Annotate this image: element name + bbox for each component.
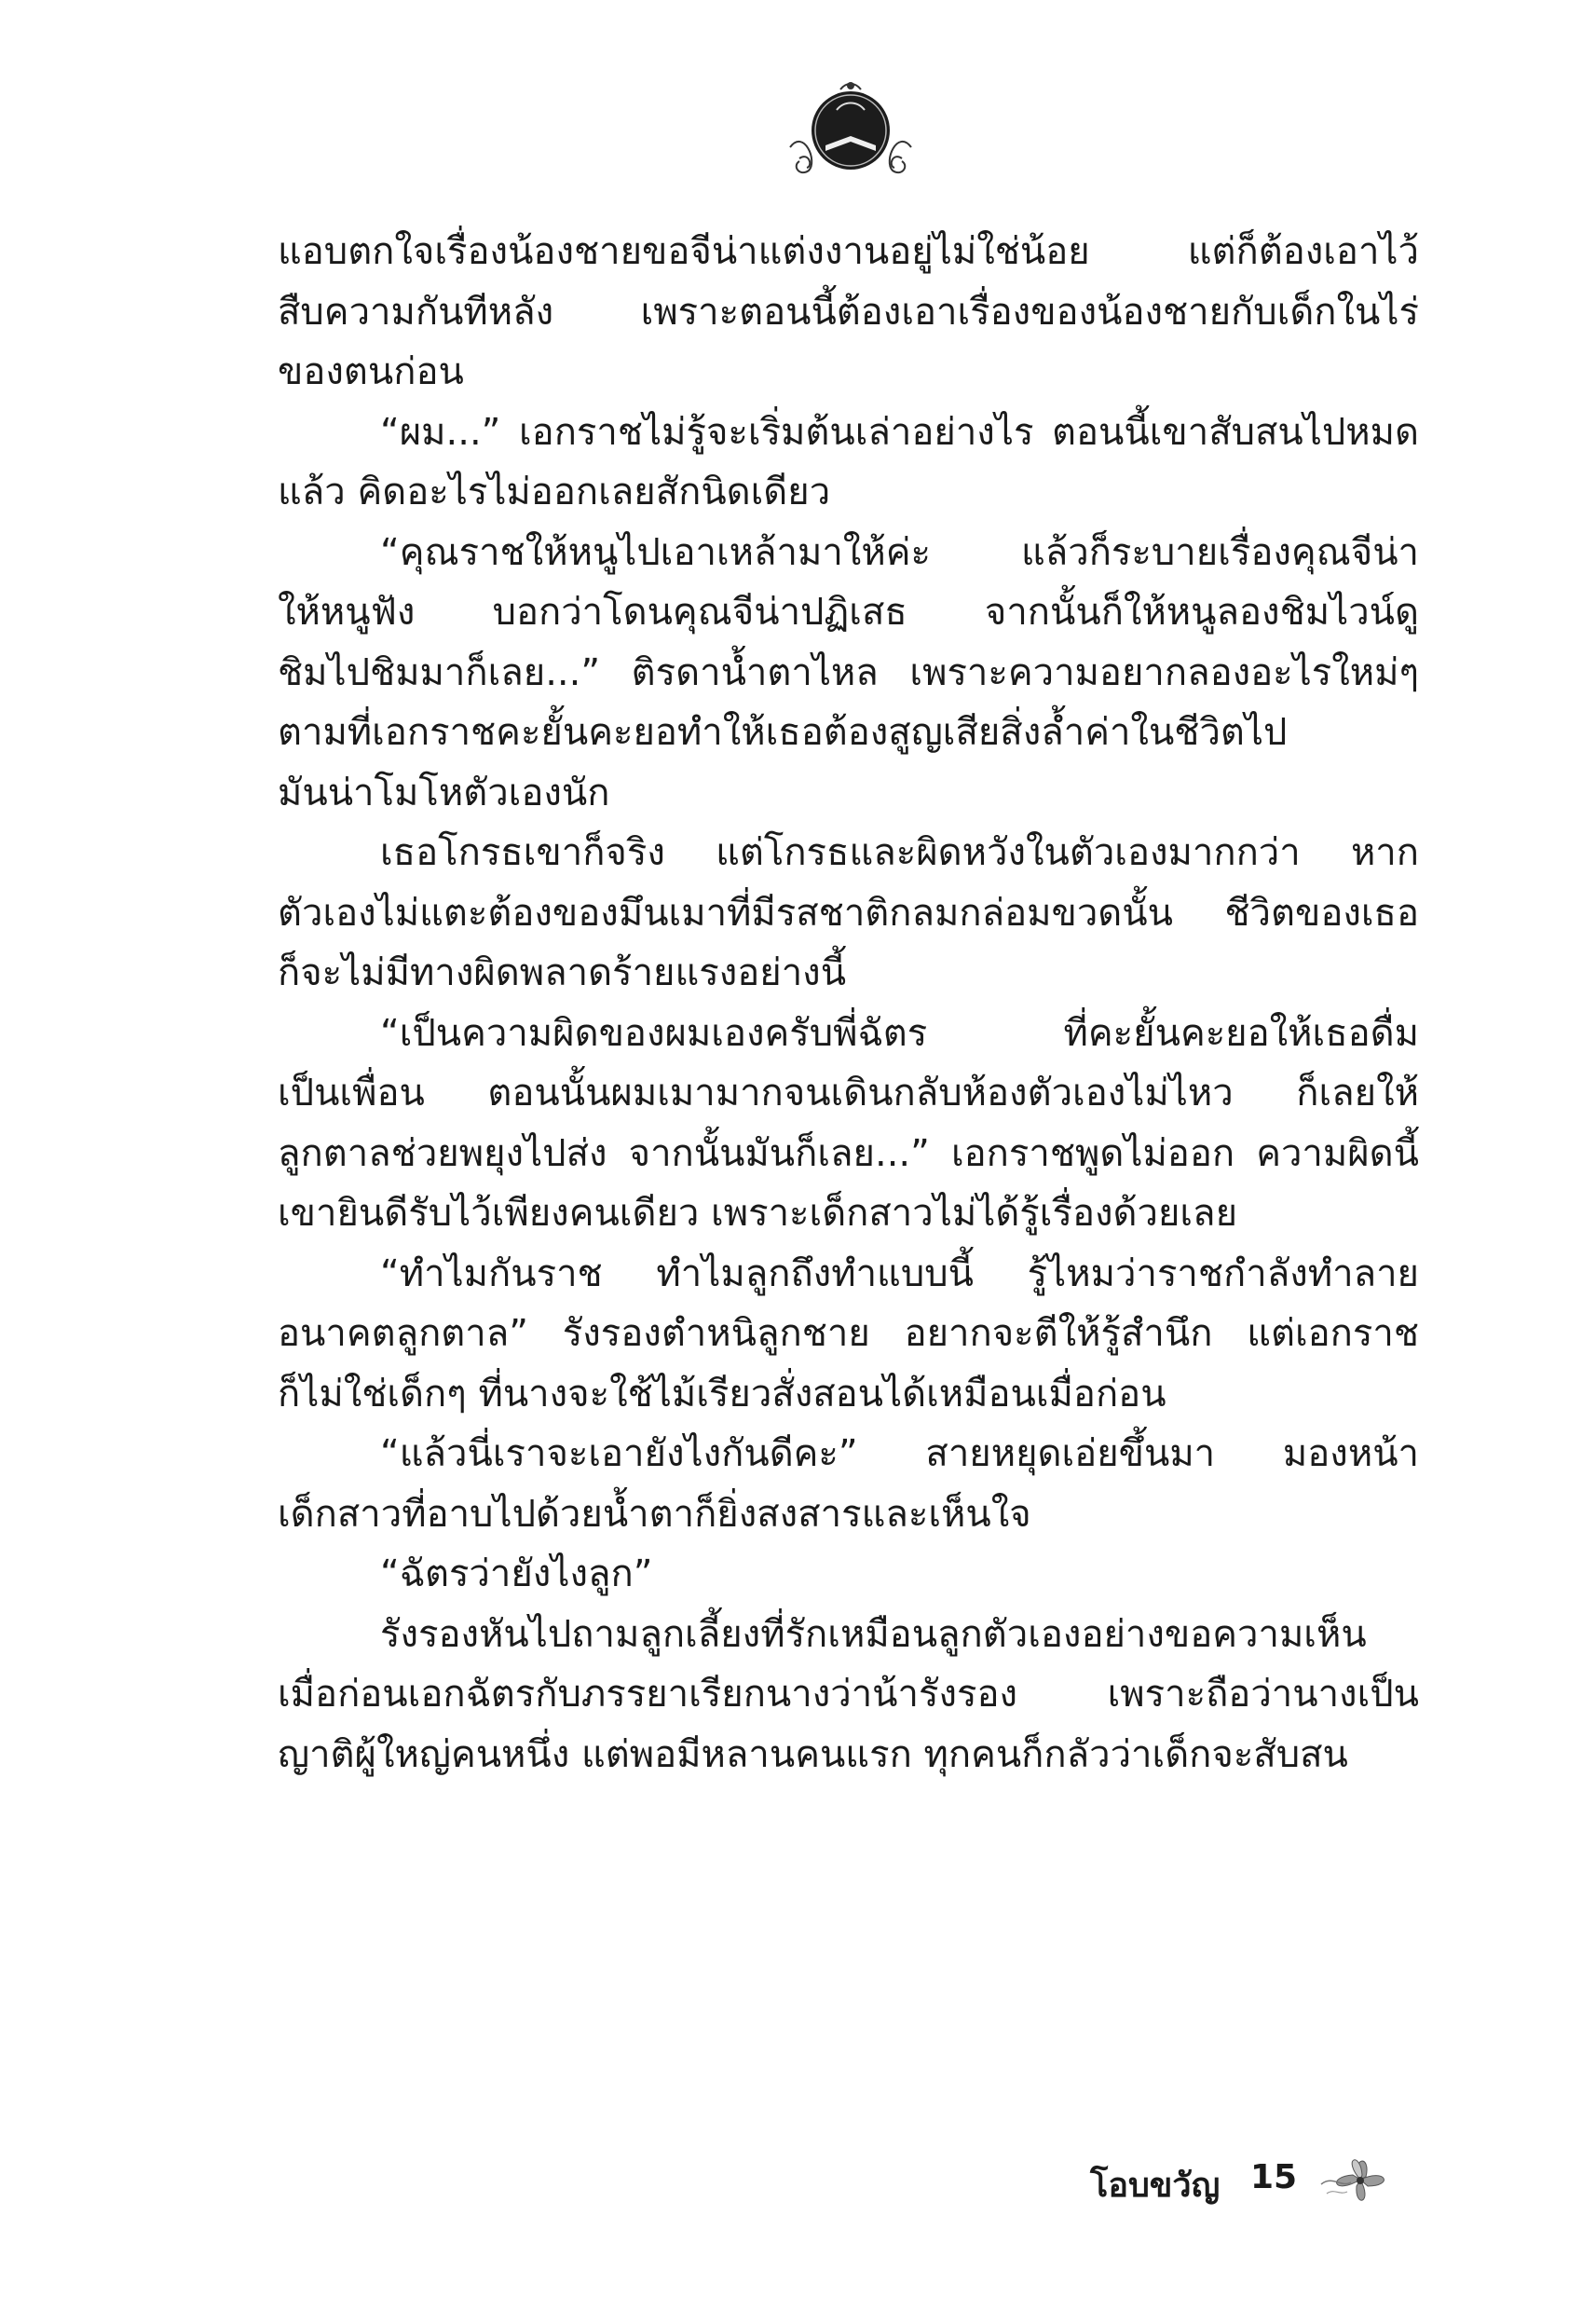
text-line: ก็ไม่ใช่เด็กๆ ที่นางจะใช้ไม้เรียวสั่งสอนได้เหมือนเมื่อก่อน: [278, 1372, 1166, 1415]
text-line: “คุณราชให้หนูไปเอาเหล้ามาให้ค่ะ แล้วก็ระบายเรื่องคุณจีน่า: [380, 530, 1419, 574]
paragraph: [278, 1544, 1419, 1605]
paragraph: [278, 1424, 1419, 1544]
flower-icon: [1314, 2147, 1407, 2212]
book-title: โอบขวัญ: [1090, 2167, 1221, 2205]
text-line: ญาติผู้ใหญ่คนหนึ่ง แต่พอมีหลานคนแรก ทุกคนก็กลัวว่าเด็กจะสับสน: [278, 1732, 1348, 1776]
text-line: สืบความกันทีหลัง เพราะตอนนี้ต้องเอาเรื่องของน้องชายกับเด็กในไร่: [278, 290, 1419, 334]
text-line: เป็นเพื่อน ตอนนั้นผมเมามากจนเดินกลับห้องตัวเองไม่ไหว ก็เลยให้: [278, 1072, 1419, 1114]
text-line: “ผม...” เอกราชไม่รู้จะเริ่มต้นเล่าอย่างไร ตอนนี้เขาสับสนไปหมด: [380, 410, 1419, 454]
paragraph: [278, 1004, 1419, 1244]
text-line: ตัวเองไม่แตะต้องของมึนเมาที่มีรสชาติกลมกล่อมขวดนั้น ชีวิตของเธอ: [278, 891, 1419, 935]
text-line: เขายินดีรับไว้เพียงคนเดียว เพราะเด็กสาวไม่ได้รู้เรื่องด้วยเลย: [278, 1192, 1237, 1235]
text-line: ชิมไปชิมมาก็เลย...” ติรดาน้ำตาไหล เพราะความอยากลองอะไรใหม่ๆ: [278, 650, 1419, 694]
paragraph: [278, 1605, 1419, 1785]
text-line: ตามที่เอกราชคะยั้นคะยอทำให้เธอต้องสูญเสียสิ่งล้ำค่าในชีวิตไป: [278, 711, 1288, 754]
paragraph: [278, 1244, 1419, 1425]
text-line: “แล้วนี่เราจะเอายังไงกันดีคะ” สายหยุดเอ่ยขึ้นมา มองหน้า: [380, 1432, 1419, 1475]
paragraph: [278, 523, 1419, 824]
text-line: “ทำไมกันราช ทำไมลูกถึงทำแบบนี้ รู้ไหมว่าราชกำลังทำลาย: [380, 1251, 1419, 1295]
text-line: “เป็นความผิดของผมเองครับพี่ฉัตร ที่คะยั้นคะยอให้เธอดื่ม: [380, 1011, 1419, 1055]
text-line: แอบตกใจเรื่องน้องชายขอจีน่าแต่งงานอยู่ไม่ใช่น้อย แต่ก็ต้องเอาไว้: [278, 230, 1419, 273]
book-emblem-icon: [781, 73, 921, 194]
text-line: เมื่อก่อนเอกฉัตรกับภรรยาเรียกนางว่าน้ารังรอง เพราะถือว่านางเป็น: [278, 1673, 1419, 1716]
text-line: “ฉัตรว่ายังไงลูก”: [380, 1552, 653, 1595]
paragraph: [278, 403, 1419, 523]
paragraph: [278, 823, 1419, 1004]
text-line: รังรองหันไปถามลูกเลี้ยงที่รักเหมือนลูกตัวเองอย่างขอความเห็น: [380, 1612, 1367, 1656]
text-line: ก็จะไม่มีทางผิดพลาดร้ายแรงอย่างนี้: [278, 951, 847, 994]
text-line: เด็กสาวที่อาบไปด้วยน้ำตาก็ยิ่งสงสารและเห็นใจ: [278, 1492, 1031, 1536]
page-body: [278, 222, 1419, 1785]
text-line: ลูกตาลช่วยพยุงไปส่ง จากนั้นมันก็เลย...” เอกราชพูดไม่ออก ความผิดนี้: [278, 1131, 1419, 1175]
text-line: ให้หนูฟัง บอกว่าโดนคุณจีน่าปฏิเสธ จากนั้นก็ให้หนูลองชิมไวน์ดู: [278, 591, 1419, 634]
page-number: 15: [1250, 2158, 1298, 2196]
paragraph: [278, 222, 1419, 403]
page-footer: [1090, 2147, 1425, 2212]
text-line: แล้ว คิดอะไรไม่ออกเลยสักนิดเดียว: [278, 471, 831, 513]
text-line: เธอโกรธเขาก็จริง แต่โกรธและผิดหวังในตัวเองมากกว่า หาก: [380, 831, 1419, 874]
text-line: อนาคตลูกตาล” รังรองตำหนิลูกชาย อยากจะตีให้รู้สำนึก แต่เอกราช: [278, 1312, 1419, 1355]
text-line: ของตนก่อน: [278, 350, 464, 393]
text-line: มันน่าโมโหตัวเองนัก: [278, 771, 610, 814]
